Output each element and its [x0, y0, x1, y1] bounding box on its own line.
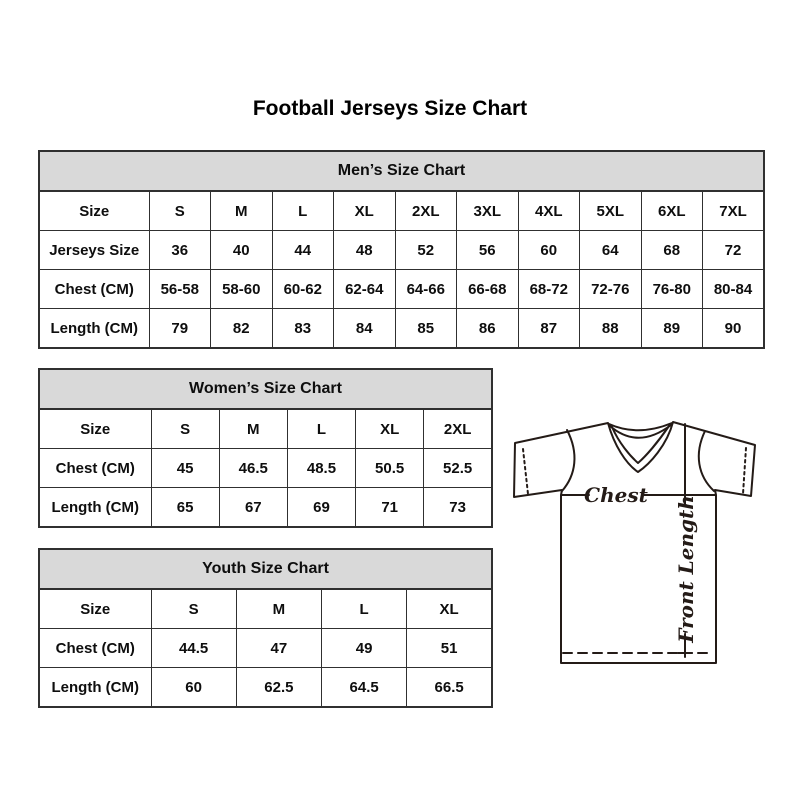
table-title: Youth Size Chart — [39, 549, 492, 589]
value-cell: 48 — [334, 231, 396, 270]
value-cell: 64 — [580, 231, 642, 270]
value-cell: 68 — [641, 231, 703, 270]
row-label: Length (CM) — [39, 309, 149, 349]
value-cell: 56 — [457, 231, 519, 270]
row-label: Chest (CM) — [39, 629, 151, 668]
value-cell: 44.5 — [151, 629, 236, 668]
value-cell: 56-58 — [149, 270, 211, 309]
value-cell: 6XL — [641, 191, 703, 231]
value-cell: 73 — [424, 488, 492, 528]
front-length-label: Front Length — [674, 495, 698, 643]
value-cell: 4XL — [518, 191, 580, 231]
value-cell: 50.5 — [356, 449, 424, 488]
value-cell: 69 — [287, 488, 355, 528]
value-cell: 89 — [641, 309, 703, 349]
value-cell: L — [322, 589, 407, 629]
row-label: Length (CM) — [39, 668, 151, 708]
value-cell: 60 — [518, 231, 580, 270]
value-cell: 64.5 — [322, 668, 407, 708]
value-cell: 52 — [395, 231, 457, 270]
row-label: Size — [39, 191, 149, 231]
value-cell: 45 — [151, 449, 219, 488]
table-title: Men’s Size Chart — [39, 151, 764, 191]
womens-size-table — [38, 368, 493, 528]
value-cell: 66.5 — [407, 668, 492, 708]
value-cell: 76-80 — [641, 270, 703, 309]
value-cell: S — [149, 191, 211, 231]
value-cell: 85 — [395, 309, 457, 349]
value-cell: 36 — [149, 231, 211, 270]
row-label: Size — [39, 589, 151, 629]
value-cell: 71 — [356, 488, 424, 528]
value-cell: 40 — [211, 231, 273, 270]
table-title: Women’s Size Chart — [39, 369, 492, 409]
value-cell: XL — [407, 589, 492, 629]
value-cell: 60 — [151, 668, 236, 708]
jersey-measurement-diagram — [505, 403, 765, 668]
value-cell: 5XL — [580, 191, 642, 231]
value-cell: 62.5 — [236, 668, 321, 708]
value-cell: 79 — [149, 309, 211, 349]
row-label: Chest (CM) — [39, 449, 151, 488]
value-cell: 84 — [334, 309, 396, 349]
value-cell: 66-68 — [457, 270, 519, 309]
value-cell: 7XL — [703, 191, 765, 231]
value-cell: 64-66 — [395, 270, 457, 309]
value-cell: M — [211, 191, 273, 231]
value-cell: 3XL — [457, 191, 519, 231]
chest-label: Chest — [584, 483, 648, 507]
value-cell: 46.5 — [219, 449, 287, 488]
value-cell: 88 — [580, 309, 642, 349]
collar-back-arc — [609, 423, 672, 430]
value-cell: 72-76 — [580, 270, 642, 309]
value-cell: 82 — [211, 309, 273, 349]
value-cell: 83 — [272, 309, 334, 349]
page-title: Football Jerseys Size Chart — [252, 97, 528, 120]
value-cell: S — [151, 589, 236, 629]
value-cell: 2XL — [395, 191, 457, 231]
row-label: Length (CM) — [39, 488, 151, 528]
value-cell: 62-64 — [334, 270, 396, 309]
value-cell: 58-60 — [211, 270, 273, 309]
value-cell: 47 — [236, 629, 321, 668]
value-cell: L — [287, 409, 355, 449]
row-label: Chest (CM) — [39, 270, 149, 309]
jersey-outline — [514, 422, 755, 663]
value-cell: 51 — [407, 629, 492, 668]
row-label: Size — [39, 409, 151, 449]
value-cell: 72 — [703, 231, 765, 270]
value-cell: M — [219, 409, 287, 449]
value-cell: 80-84 — [703, 270, 765, 309]
row-label: Jerseys Size — [39, 231, 149, 270]
value-cell: 52.5 — [424, 449, 492, 488]
value-cell: 68-72 — [518, 270, 580, 309]
value-cell: S — [151, 409, 219, 449]
value-cell: 48.5 — [287, 449, 355, 488]
value-cell: 87 — [518, 309, 580, 349]
value-cell: 65 — [151, 488, 219, 528]
value-cell: XL — [356, 409, 424, 449]
value-cell: 67 — [219, 488, 287, 528]
value-cell: 49 — [322, 629, 407, 668]
value-cell: M — [236, 589, 321, 629]
value-cell: 60-62 — [272, 270, 334, 309]
youth-size-table — [38, 548, 493, 708]
value-cell: 86 — [457, 309, 519, 349]
mens-size-table — [38, 150, 765, 349]
value-cell: L — [272, 191, 334, 231]
value-cell: 2XL — [424, 409, 492, 449]
value-cell: XL — [334, 191, 396, 231]
value-cell: 90 — [703, 309, 765, 349]
value-cell: 44 — [272, 231, 334, 270]
